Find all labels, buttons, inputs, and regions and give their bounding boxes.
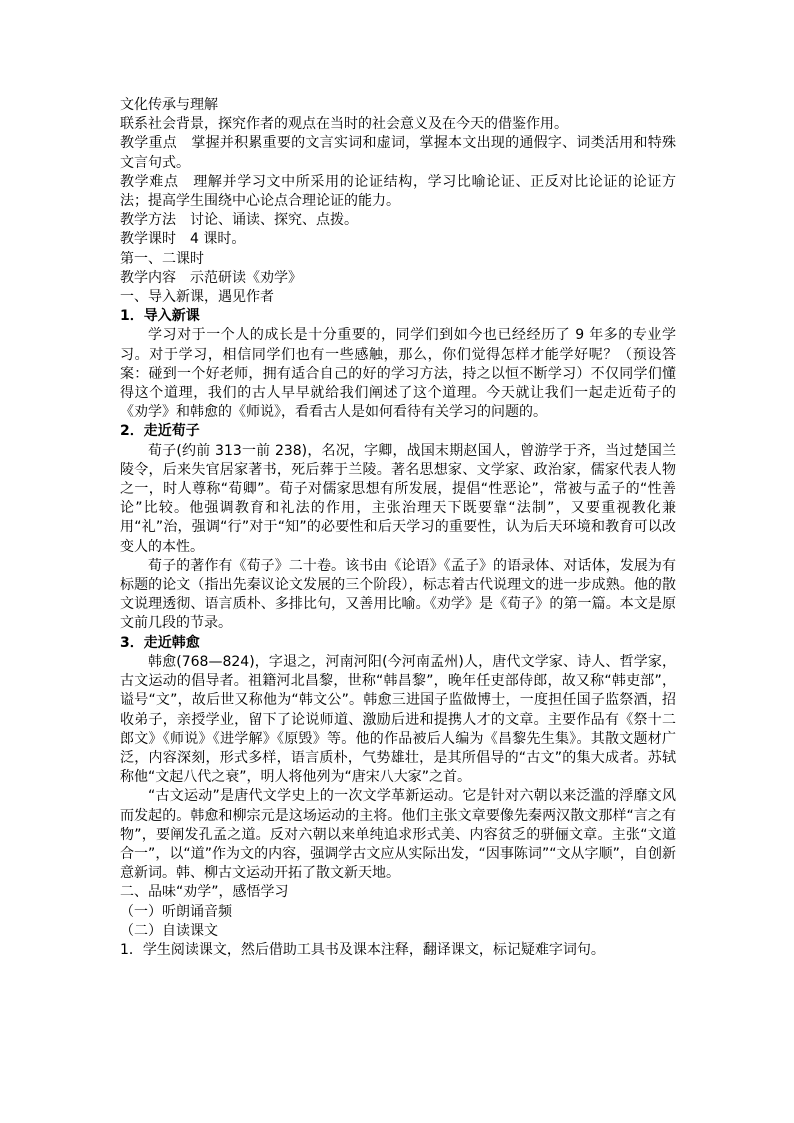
part-one-heading: 一、导入新课，遇见作者 — [120, 289, 274, 306]
xunzi-works-paragraph: 荀子的著作有《荀子》二十卷。该书由《论语》《孟子》的语录体、对话体，发展为有标题的论文（指出先秦议论文发展的三个阶段），标志着古代说理文的进一步成熟。他的散文说理透彻、语言质朴、多排比句，又善用比喻。《劝学》是《荀子》的第一篇。本文是原文前几段的节录。 — [120, 557, 676, 632]
intro-paragraph: 学习对于一个人的成长是十分重要的，同学们到如今也已经经历了 9 年多的专业学习。对于学习，相信同学们也有一些感触，那么，你们觉得怎样才能学好呢？（预设答案：碰到一个好老师，拥有适合自己的好的学习方法，持之以恒不断学习）不仅同学们懂得这个道理，我们的古人早早就给我们阐述了这个道理。今天就让我们一起走近荀子的《劝学》和韩愈的《师说》，看看古人是如何看待有关学习的问题的。 — [120, 327, 676, 421]
subheading-xunzi: 2．走近荀子 — [120, 423, 200, 440]
lesson-period-heading: 第一、二课时 — [120, 250, 204, 267]
objective-text: 联系社会背景，探究作者的观点在当时的社会意义及在今天的借鉴作用。 — [120, 116, 568, 133]
teaching-content: 教学内容 示范研读《劝学》 — [120, 269, 302, 286]
self-read-task: 1．学生阅读课文，然后借助工具书及课本注释，翻译课文，标记疑难字词句。 — [120, 941, 605, 958]
xunzi-bio-paragraph: 荀子(约前 313一前 238)，名况，字卿，战国末期赵国人，曾游学于齐，当过楚国兰陵令，后来失官居家著书，死后葬于兰陵。著名思想家、文学家、政治家，儒家代表人物之一，时人尊称“荀卿”。荀子对儒家思想有所发展，提倡“性恶论”，常被与孟子的“性善论”比较。他强调教育和礼法的作用，主张治理天下既要靠“法制”，又要重视教化兼用“礼”治，强调“行”对于“知”的必要性和后天学习的重要性，认为后天环境和教育可以改变人的本性。 — [120, 442, 676, 555]
document-body — [120, 96, 676, 960]
teaching-hours: 教学课时 4 课时。 — [120, 231, 246, 248]
teaching-difficulty: 教学难点 理解并学习文中所采用的论证结构，学习比喻论证、正反对比论证的论证方法；提高学生围绕中心论点合理论证的能力。 — [120, 173, 676, 210]
step-self-read: （二）自读课文 — [120, 922, 218, 939]
hanyu-bio-paragraph: 韩愈(768—824)，字退之，河南河阳(今河南孟州)人，唐代文学家、诗人、哲学家，古文运动的倡导者。祖籍河北昌黎，世称“韩昌黎”，晚年任吏部侍郎，故又称“韩吏部”，谥号“文”，故后世又称他为“韩文公”。韩愈三进国子监做博士，一度担任国子监祭酒，招收弟子，亲授学业，留下了论说师道、激励后进和提携人才的文章。主要作品有《祭十二郎文》《师说》《进学解》《原毁》等。他的作品被后人编为《昌黎先生集》。其散文题材广泛，内容深刻，形式多样，语言质朴，气势雄壮，是其所倡导的“古文”的集大成者。苏轼称他“文起八代之衰”，明人将他列为“唐宋八大家”之首。 — [120, 653, 676, 786]
section-heading-culture: 文化传承与理解 — [120, 97, 218, 113]
part-two-heading: 二、品味“劝学”，感悟学习 — [120, 884, 289, 901]
subheading-intro: 1．导入新课 — [120, 308, 200, 325]
step-listen-audio: （一）听朗诵音频 — [120, 903, 232, 920]
subheading-hanyu: 3．走近韩愈 — [120, 634, 200, 651]
teaching-method: 教学方法 讨论、诵读、探究、点拨。 — [120, 212, 358, 229]
teaching-focus: 教学重点 掌握并积累重要的文言实词和虚词，掌握本文出现的通假字、词类活用和特殊文言句式。 — [120, 135, 676, 171]
guwen-movement-paragraph: “古文运动”是唐代文学史上的一次文学革新运动。它是针对六朝以来泛滥的浮靡文风而发起的。韩愈和柳宗元是这场运动的主将。他们主张文章要像先秦两汉散文那样“言之有物”，要阐发孔孟之道。反对六朝以来单纯追求形式美、内容贫乏的骈俪文章。主张“文道合一”，以“道”作为文的内容，强调学古文应从实际出发，“因事陈词”“文从字顺”，自创新意新词。韩、柳古文运动开拓了散文新天地。 — [120, 788, 676, 882]
